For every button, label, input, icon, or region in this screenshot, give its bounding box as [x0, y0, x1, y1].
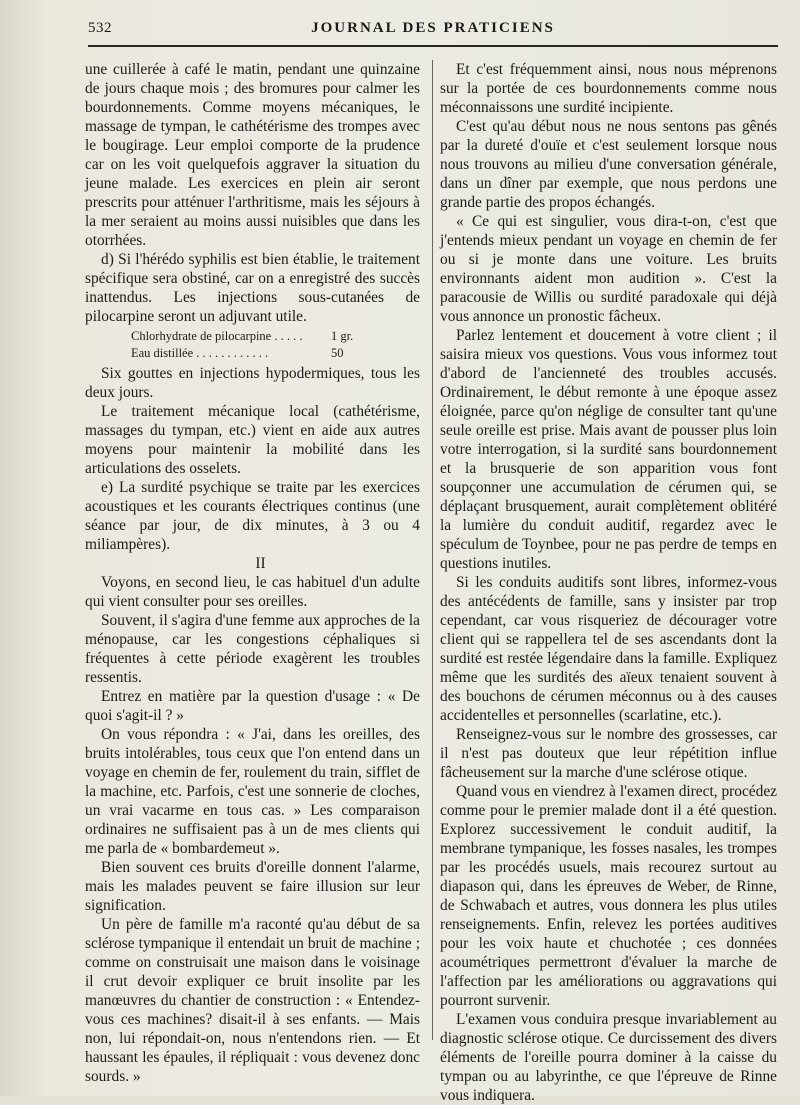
paragraph: Souvent, il s'agira d'une femme aux approches de la ménopause, car les congestions céphaliques si fréquentes à cette période exagèrent les troubles ressentis.: [85, 612, 420, 686]
paragraph: Six gouttes en injections hypodermiques, tous les deux jours.: [85, 365, 420, 401]
ingredient-quantity: 1 gr.: [331, 329, 354, 343]
paragraph: Bien souvent ces bruits d'oreille donnent l'alarme, mais les malades peuvent se faire illusion sur leur signification.: [85, 859, 420, 914]
formula-line: [131, 328, 381, 345]
header-rule: [88, 45, 778, 47]
paragraph: « Ce qui est singulier, vous dira-t-on, c'est que j'entends mieux pendant un voyage en chemin de fer ou si je monte dans une voiture. Les bruits environnants aident mon audition ». C'est la paracousie de Willis ou surdité paradoxale qui déjà vous annonce un pronostic fâcheux.: [440, 213, 777, 325]
ingredient-quantity: 50: [331, 346, 344, 360]
ingredient-name: Chlorhydrate de pilocarpine . . . . .: [131, 329, 303, 343]
left-column: [85, 60, 420, 1086]
paragraph: L'examen vous conduira presque invariablement au diagnostic sclérose otique. Ce durcissement des divers éléments de l'oreille pourra dominer à la caisse du tympan ou au labyrinthe, ce que l'épreuve de Rinne vous indiquera.: [440, 1011, 777, 1104]
right-column: [440, 60, 777, 1105]
paragraph: Un père de famille m'a raconté qu'au début de sa sclérose tympanique il entendait un bruit de machine ; comme on construisait une maison dans le voisinage il crut devoir expliquer ce bruit insolite par les manœuvres du chantier de construction : « Entendez-vous ces machines? disait-il à ses enfants. — Mais non, lui répondait-on, nous n'entendons rien. — Et haussant les épaules, il répliquait : vous devenez donc sourds. »: [85, 916, 420, 1085]
column-divider: [432, 60, 433, 1040]
ingredient-name: Eau distillée . . . . . . . . . . . .: [131, 346, 269, 360]
paragraph: Renseignez-vous sur le nombre des grossesses, car il n'est pas douteux que leur répétition influe fâcheusement sur la marche d'une sclérose otique.: [440, 726, 777, 781]
running-title: JOURNAL DES PRATICIENS: [311, 20, 555, 36]
paragraph: On vous répondra : « J'ai, dans les oreilles, des bruits intolérables, tous ceux que l'on entend dans un voyage en chemin de fer, roulement du train, sifflet de la machine, etc. Parfois, c'est une sonnerie de cloches, un vrai vacarme en tous cas. » Les comparaison ordinaires ne suffisaient pas à un de mes clients qui me parla de « bombardemeut ».: [85, 726, 420, 857]
paragraph: Entrez en matière par la question d'usage : « De quoi s'agit-il ? »: [85, 688, 420, 724]
paragraph: e) La surdité psychique se traite par les exercices acoustiques et les courants électriques continus (une séance par jour, de dix minutes, à 3 ou 4 miliampères).: [85, 479, 420, 553]
paragraph: Parlez lentement et doucement à votre client ; il saisira mieux vos questions. Vous vous informez tout d'abord de l'ancienneté des troubles accusés. Ordinairement, le début remonte à une époque assez éloignée, parce qu'on néglige de consulter tant qu'une seule oreille est prise. Mais avant de pousser plus loin votre interrogation, si la surdité sans bourdonnement et la brusquerie de son apparition vous font soupçonner une accumulation de cérumen qui, se déplaçant brusquement, aurait complètement oblitéré la lumière du conduit auditif, regardez avec le spéculum de Toynbee, pour ne pas perdre de temps en questions inutiles.: [440, 327, 777, 572]
paragraph: une cuillerée à café le matin, pendant une quinzaine de jours chaque mois ; des bromures pour calmer les bourdonnements. Comme moyens mécaniques, le massage de tympan, le cathétérisme des trompes avec le bougirage. Leur emploi comporte de la prudence car on les voit quelquefois aggraver la situation du jeune malade. Les exercices en plein air seront prescrits pour atténuer l'arthritisme, mais les séjours à la mer seraient au moins aussi nuisibles que dans les otorrhées.: [85, 61, 420, 249]
paragraph: Et c'est fréquemment ainsi, nous nous méprenons sur la portée de ces bourdonnements comme nous méconnaissons une surdité incipiente.: [440, 61, 777, 116]
section-heading: II: [255, 555, 266, 572]
paragraph: Voyons, en second lieu, le cas habituel d'un adulte qui vient consulter pour ses oreilles.: [85, 574, 420, 610]
paragraph: C'est qu'au début nous ne nous sentons pas gênés par la dureté d'ouïe et c'est seulement lorsque nous nous trouvons au milieu d'une conversation générale, dans un dîner par exemple, que nous perdons une grande partie des propos échangés.: [440, 118, 777, 211]
paragraph: Le traitement mécanique local (cathétérisme, massages du tympan, etc.) vient en aide aux autres moyens pour maintenir la mobilité dans les articulations des osselets.: [85, 403, 420, 477]
paragraph: Si les conduits auditifs sont libres, informez-vous des antécédents de famille, sans y insister par trop cependant, car vous risqueriez de décourager votre client qui se rappellera tel de ses ascendants dont la surdité est restée légendaire dans la famille. Expliquez même que les surdités des aïeux tenaient souvent à des bouchons de cérumen méconnus ou à des causes accidentelles et personnelles (scarlatine, etc.).: [440, 574, 777, 724]
paragraph: Quand vous en viendrez à l'examen direct, procédez comme pour le premier malade dont il a été question. Explorez successivement le conduit auditif, la membrane tympanique, les fosses nasales, les trompes par les procédés usuels, mais recourez surtout au diapason qui, dans les épreuves de Weber, de Rinne, de Schwabach et autres, vous donnera les plus utiles renseignements. Enfin, relevez les portées auditives pour les voix haute et chuchotée ; ces données acoumétriques permettront d'évaluer la marche de l'affection par les améliorations ou aggravations qui pourront survenir.: [440, 783, 777, 1009]
page-header: [88, 20, 778, 44]
page-number: 532: [88, 20, 112, 36]
formula-line: [131, 345, 381, 362]
prescription-formula: [131, 328, 420, 362]
paragraph: d) Si l'hérédo syphilis est bien établie, le traitement spécifique sera obstiné, car on a enregistré des succès inattendus. Les injections sous-cutanées de pilocarpine seront un adjuvant utile.: [85, 251, 420, 325]
